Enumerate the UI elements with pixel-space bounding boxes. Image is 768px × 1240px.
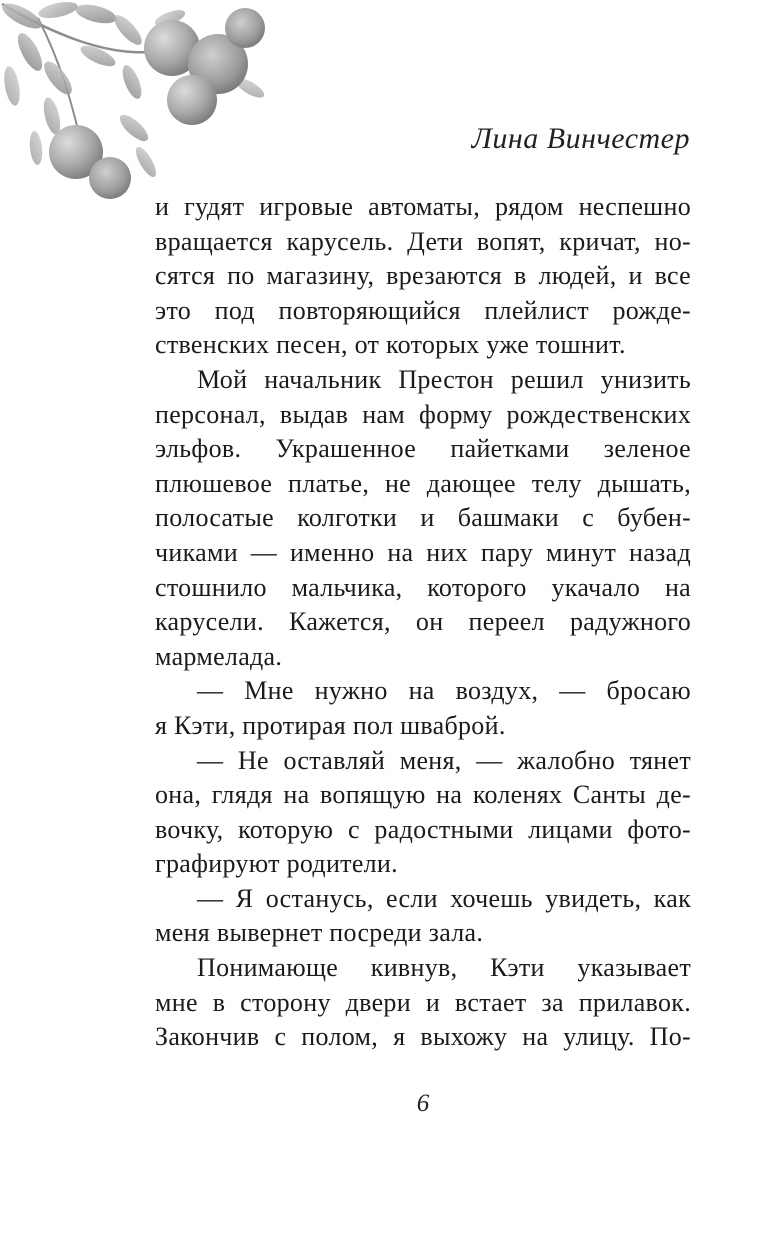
text-line: это под повторяющийся плейлист рожде- <box>155 295 691 325</box>
text-line: Понимающе кивнув, Кэти указывает <box>197 953 691 983</box>
paragraph <box>155 882 691 951</box>
paragraph <box>155 744 691 882</box>
leaves <box>0 0 267 180</box>
text-line: эльфов. Украшенное пайетками зеленое <box>155 434 691 464</box>
text-line: карусели. Кажется, он переел радужного <box>155 607 691 637</box>
page-number: 6 <box>416 1090 430 1117</box>
text-line: стошнило мальчика, которого укачало на <box>155 572 691 602</box>
text-line: графируют родители. <box>155 849 398 879</box>
text-line: Мой начальник Престон решил унизить <box>197 364 691 394</box>
text-line: меня вывернет посреди зала. <box>155 918 484 948</box>
text-line: ственских песен, от которых уже тошнит. <box>155 330 626 360</box>
text-line: персонал, выдав нам форму рождественских <box>155 399 691 429</box>
paragraph <box>155 674 691 743</box>
text-line: полосатые колготки и башмаки с бубен- <box>155 503 691 533</box>
text-line: она, глядя на вопящую на коленях Санты де- <box>155 780 691 810</box>
paragraph <box>155 951 691 1055</box>
paragraph <box>155 363 691 674</box>
text-line: сятся по магазину, врезаются в людей, и все <box>155 261 691 291</box>
text-line: я Кэти, протирая пол шваброй. <box>155 710 506 740</box>
branch-lines <box>2 4 208 172</box>
text-line: — Не оставляй меня, — жалобно тянет <box>197 745 691 775</box>
text-line: вочку, которую с радостными лицами фото- <box>155 814 691 844</box>
orange-fruits <box>49 8 265 199</box>
text-block <box>155 190 691 1055</box>
text-line: и гудят игровые автоматы, рядом неспешно <box>155 192 691 221</box>
text-line: чиками — именно на них пару минут назад <box>155 537 691 567</box>
orange-branch-illustration <box>0 0 290 220</box>
paragraph <box>155 190 691 363</box>
text-line: — Я останусь, если хочешь увидеть, как <box>197 883 691 913</box>
text-line: мне в сторону двери и встает за прилавок. <box>155 987 691 1017</box>
text-line: вращается карусель. Дети вопят, кричат, но- <box>155 226 691 256</box>
author-header: Лина Винчестер <box>471 122 690 155</box>
text-line: мармелада. <box>155 641 283 671</box>
text-line: Закончив с полом, я выхожу на улицу. По- <box>155 1022 691 1052</box>
text-line: плюшевое платье, не дающее телу дышать, <box>155 468 691 498</box>
text-line: — Мне нужно на воздух, — бросаю <box>197 676 691 706</box>
